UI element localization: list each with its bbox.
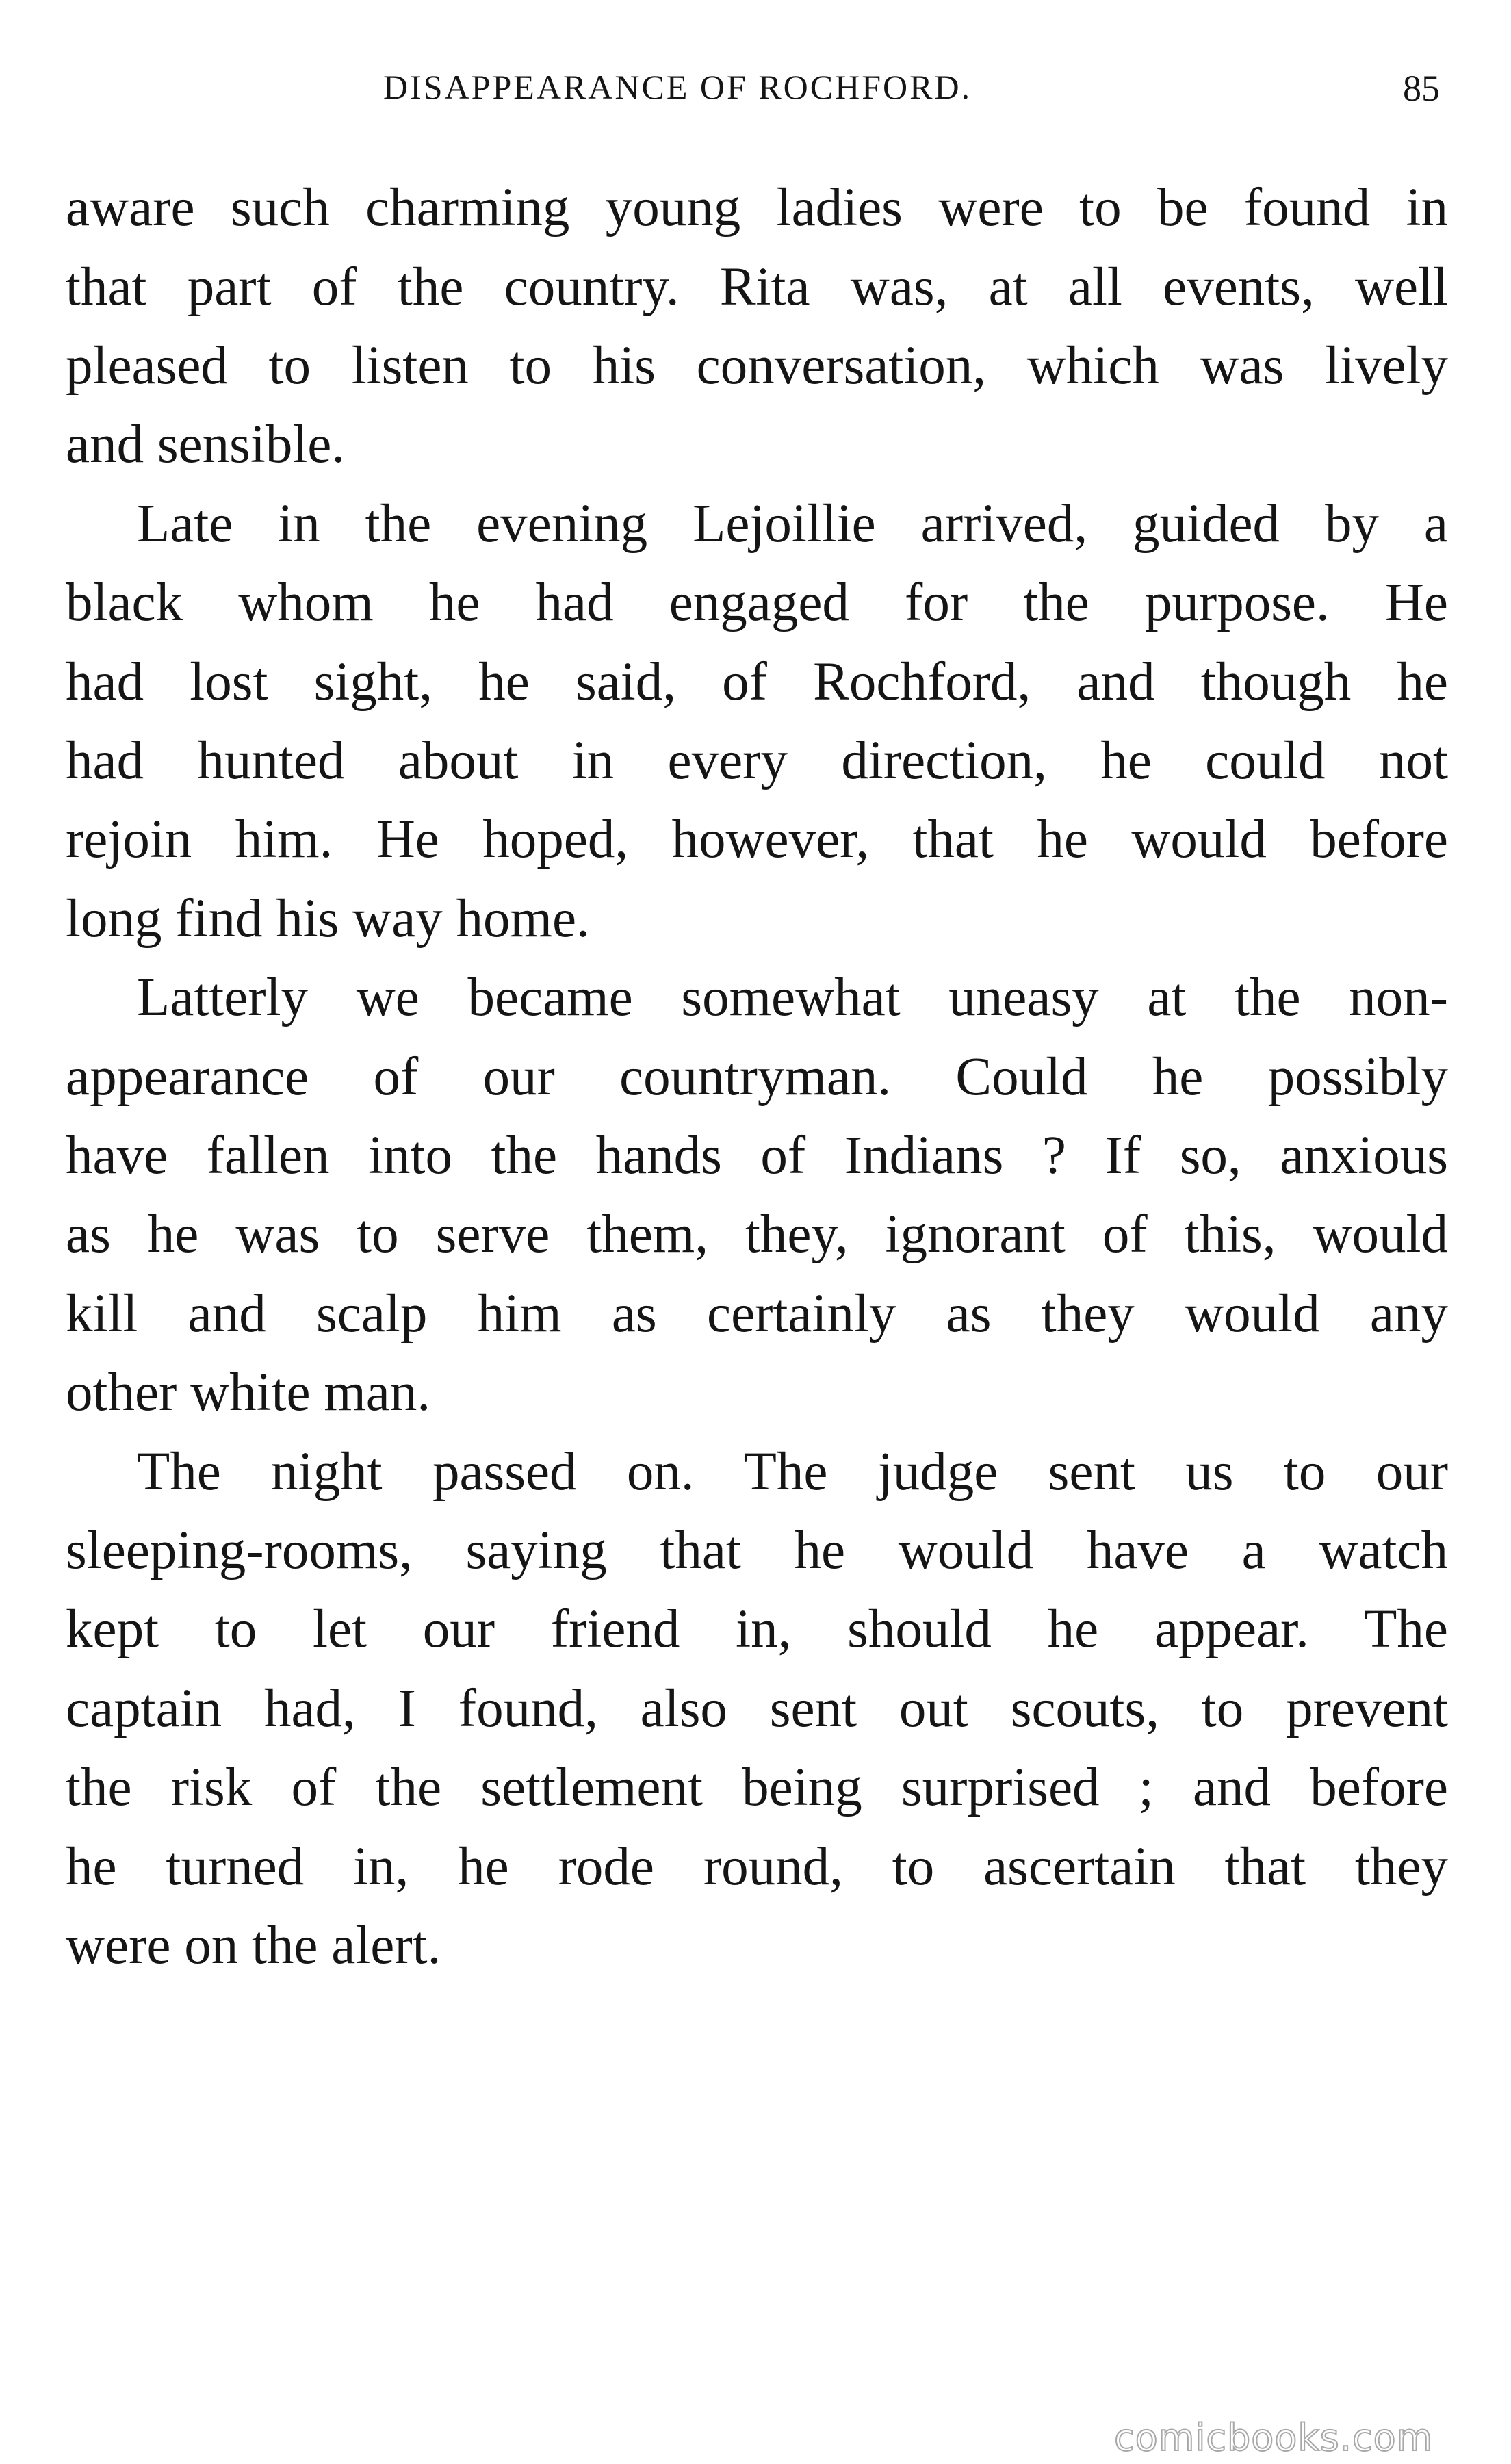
text-line: and sensible. xyxy=(66,415,346,474)
text-line: were on the alert. xyxy=(66,1916,441,1975)
text-line: the risk of the settlement being surprised ; and before xyxy=(66,1758,1448,1817)
text-line: had lost sight, he said, of Rochford, and though he xyxy=(66,652,1448,712)
text-line: The night passed on. The judge sent us to our xyxy=(137,1442,1448,1502)
text-line: aware such charming young ladies were to be found in xyxy=(66,178,1448,238)
text-line: sleeping-rooms, saying that he would have a watch xyxy=(66,1521,1448,1580)
text-line: captain had, I found, also sent out scouts, to prevent xyxy=(66,1679,1448,1738)
page-number: 85 xyxy=(1403,68,1440,109)
text-line: pleased to listen to his conversation, which was lively xyxy=(66,336,1448,396)
text-line: long find his way home. xyxy=(66,889,590,949)
text-line: he turned in, he rode round, to ascertain that they xyxy=(66,1837,1448,1897)
text-line: rejoin him. He hoped, however, that he would before xyxy=(66,810,1448,869)
text-line: had hunted about in every direction, he could not xyxy=(66,731,1448,791)
text-line: kept to let our friend in, should he appear. The xyxy=(66,1600,1448,1659)
text-line: other white man. xyxy=(66,1363,431,1422)
text-line: kill and scalp him as certainly as they would any xyxy=(66,1284,1448,1344)
watermark: comicbooks.com xyxy=(1114,2416,1434,2459)
running-title: DISAPPEARANCE OF ROCHFORD. xyxy=(383,68,972,106)
text-line: appearance of our countryman. Could he possibly xyxy=(66,1047,1448,1107)
text-line: Latterly we became somewhat uneasy at the non- xyxy=(137,968,1448,1027)
text-line: have fallen into the hands of Indians ? If so, anxious xyxy=(66,1126,1448,1185)
text-line: black whom he had engaged for the purpose. He xyxy=(66,573,1448,632)
text-line: Late in the evening Lejoillie arrived, guided by a xyxy=(137,494,1448,554)
text-line: that part of the country. Rita was, at all events, well xyxy=(66,257,1448,317)
text-line: as he was to serve them, they, ignorant of this, would xyxy=(66,1205,1448,1264)
